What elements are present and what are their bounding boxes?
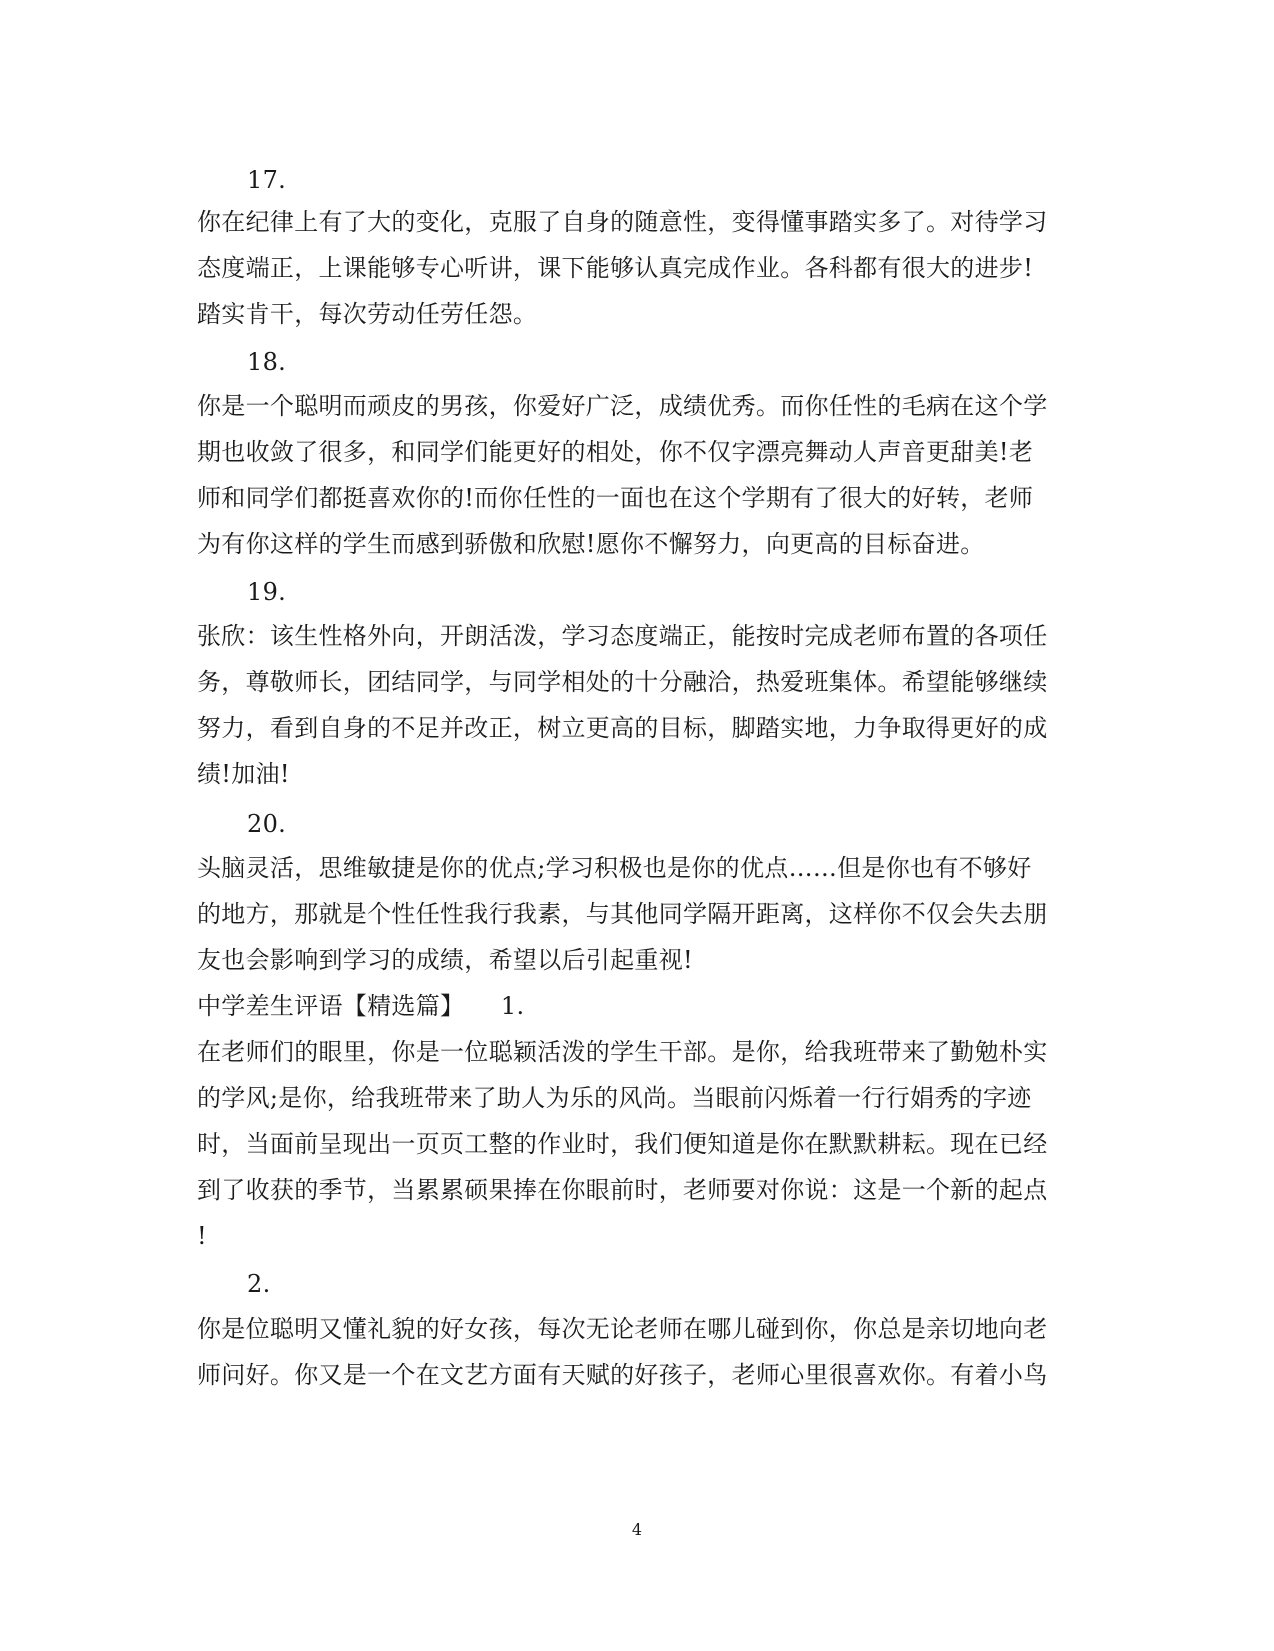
paragraph-line: 的学风;是你，给我班带来了助人为乐的风尚。当眼前闪烁着一行行娟秀的字迹 bbox=[197, 1084, 1032, 1112]
page-number: 4 bbox=[631, 1520, 643, 1539]
paragraph-line: 友也会影响到学习的成绩，希望以后引起重视! bbox=[197, 946, 693, 974]
paragraph-line: 绩!加油! bbox=[197, 760, 290, 788]
paragraph-line: 的地方，那就是个性任性我行我素，与其他同学隔开距离，这样你不仅会失去朋 bbox=[197, 900, 1048, 928]
paragraph-line: 你在纪律上有了大的变化，克服了自身的随意性，变得懂事踏实多了。对待学习 bbox=[197, 208, 1048, 236]
paragraph-line: 踏实肯干，每次劳动任劳任怨。 bbox=[197, 300, 538, 328]
item-number-20: 20. bbox=[247, 810, 287, 838]
paragraph-line: 态度端正，上课能够专心听讲，课下能够认真完成作业。各科都有很大的进步! bbox=[197, 254, 1034, 282]
paragraph-line: 师和同学们都挺喜欢你的!而你任性的一面也在这个学期有了很大的好转，老师 bbox=[197, 484, 1034, 512]
item-number-19: 19. bbox=[247, 578, 287, 606]
paragraph-line: 为有你这样的学生而感到骄傲和欣慰!愿你不懈努力，向更高的目标奋进。 bbox=[197, 530, 985, 558]
paragraph-line: 务，尊敬师长，团结同学，与同学相处的十分融洽，热爱班集体。希望能够继续 bbox=[197, 668, 1048, 696]
item-number-2: 2. bbox=[247, 1270, 271, 1298]
paragraph-line: 时，当面前呈现出一页页工整的作业时，我们便知道是你在默默耕耘。现在已经 bbox=[197, 1130, 1048, 1158]
item-number-18: 18. bbox=[247, 348, 287, 376]
paragraph-line: 在老师们的眼里，你是一位聪颖活泼的学生干部。是你，给我班带来了勤勉朴实 bbox=[197, 1038, 1048, 1066]
paragraph-line: 你是一个聪明而顽皮的男孩，你爱好广泛，成绩优秀。而你任性的毛病在这个学 bbox=[197, 392, 1048, 420]
paragraph-line: ! bbox=[197, 1222, 207, 1250]
paragraph-line: 期也收敛了很多，和同学们能更好的相处，你不仅字漂亮舞动人声音更甜美!老 bbox=[197, 438, 1034, 466]
paragraph-line: 努力，看到自身的不足并改正，树立更高的目标，脚踏实地，力争取得更好的成 bbox=[197, 714, 1048, 742]
paragraph-line: 头脑灵活，思维敏捷是你的优点;学习积极也是你的优点……但是你也有不够好 bbox=[197, 854, 1032, 882]
paragraph-line: 到了收获的季节，当累累硕果捧在你眼前时，老师要对你说：这是一个新的起点 bbox=[197, 1176, 1048, 1204]
paragraph-line: 张欣：该生性格外向，开朗活泼，学习态度端正，能按时完成老师布置的各项任 bbox=[197, 622, 1048, 650]
paragraph-line: 师问好。你又是一个在文艺方面有天赋的好孩子，老师心里很喜欢你。有着小鸟 bbox=[197, 1361, 1048, 1389]
item-number-17: 17. bbox=[247, 166, 287, 194]
paragraph-line: 你是位聪明又懂礼貌的好女孩，每次无论老师在哪儿碰到你，你总是亲切地向老 bbox=[197, 1315, 1048, 1343]
section-heading: 中学差生评语【精选篇】 1. bbox=[197, 992, 525, 1020]
